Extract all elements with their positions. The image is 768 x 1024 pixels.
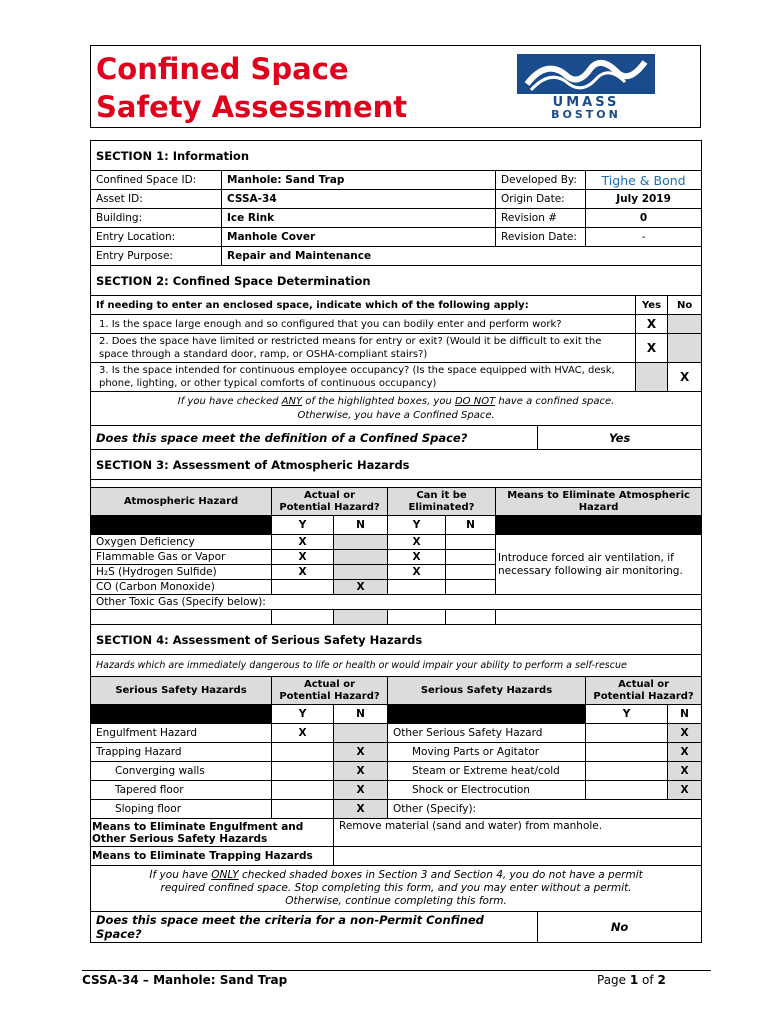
s3-means-other[interactable]	[496, 610, 702, 625]
s4-black-bar	[388, 705, 586, 724]
s3-actual-n[interactable]: X	[334, 580, 388, 595]
umass-logo-icon	[517, 54, 655, 120]
s3-black-bar	[91, 516, 272, 535]
s2-no-header: No	[668, 296, 702, 315]
s2-note-line2: Otherwise, you have a Confined Space.	[297, 409, 495, 421]
s1-value2: Tighe & Bond	[586, 171, 702, 190]
s4-right-hazard: Moving Parts or Agitator	[388, 743, 586, 762]
s4-left-y[interactable]	[272, 781, 334, 800]
section3-title: SECTION 3: Assessment of Atmospheric Hazards	[91, 450, 702, 480]
s3-hazard-header: Atmospheric Hazard	[91, 488, 272, 516]
s4-actual-header: Actual or Potential Hazard?	[272, 677, 388, 705]
s2-meet-answer[interactable]: Yes	[538, 426, 702, 450]
s4-y: Y	[272, 705, 334, 724]
s3-elim-n[interactable]	[446, 580, 496, 595]
s4-left-header: Serious Safety Hazards	[91, 677, 272, 705]
s4-means-engulf-value[interactable]: Remove material (sand and water) from manhole.	[334, 819, 702, 847]
s3-elim-y[interactable]: X	[388, 535, 446, 550]
s3-black-bar	[496, 516, 702, 535]
s1-value: Ice Rink	[222, 209, 496, 228]
s1-value: Repair and Maintenance	[222, 247, 702, 266]
footer-divider	[82, 970, 711, 971]
s3-actual-n[interactable]	[334, 535, 388, 550]
s3-elim-n[interactable]	[446, 610, 496, 625]
s2-meet-question: Does this space meet the definition of a Confined Space?	[91, 426, 538, 450]
s4-right-header: Serious Safety Hazards	[388, 677, 586, 705]
s2-note-donot: DO NOT	[454, 395, 496, 407]
s3-hazard-name: CO (Carbon Monoxide)	[91, 580, 272, 595]
s1-label: Building:	[91, 209, 222, 228]
s2-note	[91, 392, 702, 426]
footer-page-total: 2	[657, 973, 666, 987]
s2-yes-checkbox[interactable]: X	[636, 334, 668, 363]
s3-actual-n[interactable]	[334, 610, 388, 625]
s4-note-b: checked shaded boxes in Section 3 and Section 4, you do not have a permit required confined space. Stop completing this form, and you may enter without a permit.	[160, 869, 643, 894]
s4-left-y[interactable]: X	[272, 724, 334, 743]
form-title	[96, 50, 407, 126]
s1-value2: -	[586, 228, 702, 247]
s4-right-n[interactable]: X	[668, 743, 702, 762]
s2-note-a: If you have checked	[177, 395, 282, 407]
footer-page-word: Page	[597, 973, 630, 987]
s1-label: Asset ID:	[91, 190, 222, 209]
umass-boston-logo	[517, 54, 655, 120]
s4-actual-header-right: Actual or Potential Hazard?	[586, 677, 702, 705]
s2-no-checkbox[interactable]	[668, 315, 702, 334]
s4-meet-question: Does this space meet the criteria for a non-Permit Confined Space?	[91, 912, 538, 943]
s4-left-n[interactable]: X	[334, 781, 388, 800]
s4-left-hazard: Trapping Hazard	[91, 743, 272, 762]
s4-right-y[interactable]	[586, 743, 668, 762]
s3-n: N	[446, 516, 496, 535]
form-title-line2: Safety Assessment	[96, 90, 408, 124]
s3-actual-y[interactable]	[272, 610, 334, 625]
s1-label2: Revision #	[496, 209, 586, 228]
s3-y: Y	[272, 516, 334, 535]
s2-yes-header: Yes	[636, 296, 668, 315]
s4-left-hazard: Sloping floor	[91, 800, 272, 819]
s4-note-line2: Otherwise, continue completing this form.	[285, 895, 507, 907]
s4-left-n[interactable]: X	[334, 762, 388, 781]
s4-right-n[interactable]: X	[668, 724, 702, 743]
s2-yes-checkbox[interactable]	[636, 363, 668, 392]
s3-other-toxic: Other Toxic Gas (Specify below):	[91, 595, 702, 610]
s4-right-y[interactable]	[586, 781, 668, 800]
footer-doc-id: CSSA-34 – Manhole: Sand Trap	[82, 973, 288, 987]
s4-right-hazard: Other (Specify):	[388, 800, 702, 819]
s3-elim-n[interactable]	[446, 565, 496, 580]
s4-right-y[interactable]	[586, 724, 668, 743]
s4-left-n[interactable]	[334, 724, 388, 743]
s3-y: Y	[388, 516, 446, 535]
s4-means-trap-label: Means to Eliminate Trapping Hazards	[91, 847, 334, 866]
s4-intro: Hazards which are immediately dangerous to life or health or would impair your ability to perform a self-rescue	[91, 655, 702, 677]
s4-left-y[interactable]	[272, 800, 334, 819]
s4-note-only: ONLY	[211, 869, 239, 881]
s4-right-hazard: Steam or Extreme heat/cold	[388, 762, 586, 781]
s3-other-input[interactable]	[91, 610, 272, 625]
s3-elim-y[interactable]	[388, 580, 446, 595]
s3-n: N	[334, 516, 388, 535]
s4-y: Y	[586, 705, 668, 724]
s2-question: 3. Is the space intended for continuous employee occupancy? (Is the space equipped with HVAC, desk, phone, lighting, or other typical comforts of continuous occupancy)	[91, 363, 636, 392]
s3-elim-n[interactable]	[446, 535, 496, 550]
s1-label: Confined Space ID:	[91, 171, 222, 190]
s3-elim-y[interactable]: X	[388, 565, 446, 580]
s3-spacer	[91, 480, 702, 488]
s4-right-hazard: Shock or Electrocution	[388, 781, 586, 800]
s3-elim-y[interactable]: X	[388, 550, 446, 565]
s4-right-n[interactable]: X	[668, 781, 702, 800]
s4-left-y[interactable]	[272, 743, 334, 762]
s2-note-b: of the highlighted boxes, you	[302, 395, 455, 407]
s3-hazard-name: H₂S (Hydrogen Sulfide)	[91, 565, 272, 580]
s2-yes-checkbox[interactable]: X	[636, 315, 668, 334]
s4-n: N	[334, 705, 388, 724]
s4-means-trap-value[interactable]	[334, 847, 702, 866]
s3-means-header: Means to Eliminate Atmospheric Hazard	[496, 488, 702, 516]
footer-page-num: 1	[629, 973, 639, 987]
logo-text-2: BOSTON	[551, 108, 621, 120]
s3-hazard-name: Oxygen Deficiency	[91, 535, 272, 550]
s3-actual-header: Actual or Potential Hazard?	[272, 488, 388, 516]
s4-right-hazard: Other Serious Safety Hazard	[388, 724, 586, 743]
s4-meet-answer[interactable]: No	[538, 912, 702, 943]
s4-right-y[interactable]	[586, 762, 668, 781]
s3-actual-n[interactable]	[334, 550, 388, 565]
s4-note	[91, 866, 702, 912]
s3-actual-y[interactable]	[272, 580, 334, 595]
section1-title: SECTION 1: Information	[91, 141, 702, 171]
s3-means-value: Introduce forced air ventilation, if necessary following air monitoring.	[496, 535, 702, 595]
s3-elim-header: Can it be Eliminated?	[388, 488, 496, 516]
s4-left-hazard: Engulfment Hazard	[91, 724, 272, 743]
s1-value: Manhole: Sand Trap	[222, 171, 496, 190]
s3-hazard-name: Flammable Gas or Vapor	[91, 550, 272, 565]
s2-question: 1. Is the space large enough and so configured that you can bodily enter and perform work?	[91, 315, 636, 334]
s3-elim-n[interactable]	[446, 550, 496, 565]
s1-label: Entry Purpose:	[91, 247, 222, 266]
s4-means-engulf-label: Means to Eliminate Engulfment and Other Serious Safety Hazards	[91, 819, 334, 847]
s3-elim-y[interactable]	[388, 610, 446, 625]
footer-page-number	[597, 973, 666, 987]
s1-label: Entry Location:	[91, 228, 222, 247]
s4-n: N	[668, 705, 702, 724]
form-title-line1: Confined Space	[96, 52, 349, 86]
logo-text-1: UMASS	[552, 95, 620, 110]
s4-black-bar	[91, 705, 272, 724]
assessment-form	[90, 140, 702, 943]
section2-title: SECTION 2: Confined Space Determination	[91, 266, 702, 296]
s1-label2: Origin Date:	[496, 190, 586, 209]
s4-left-n[interactable]: X	[334, 800, 388, 819]
s1-label2: Developed By:	[496, 171, 586, 190]
s2-no-checkbox[interactable]: X	[668, 363, 702, 392]
s2-no-checkbox[interactable]	[668, 334, 702, 363]
s4-left-hazard: Tapered floor	[91, 781, 272, 800]
s2-note-c: have a confined space.	[495, 395, 615, 407]
s3-actual-y[interactable]: X	[272, 550, 334, 565]
s4-right-n[interactable]: X	[668, 762, 702, 781]
s4-left-y[interactable]	[272, 762, 334, 781]
s2-question-header: If needing to enter an enclosed space, indicate which of the following apply:	[91, 296, 636, 315]
s3-actual-n[interactable]	[334, 565, 388, 580]
s2-note-any: ANY	[281, 395, 303, 407]
s3-actual-y[interactable]: X	[272, 565, 334, 580]
s1-value: CSSA-34	[222, 190, 496, 209]
s4-left-hazard: Converging walls	[91, 762, 272, 781]
s1-value: Manhole Cover	[222, 228, 496, 247]
section4-title: SECTION 4: Assessment of Serious Safety Hazards	[91, 625, 702, 655]
footer-of-word: of	[638, 973, 658, 987]
s1-value2: July 2019	[586, 190, 702, 209]
s3-actual-y[interactable]: X	[272, 535, 334, 550]
s4-note-a: If you have	[149, 869, 212, 881]
s1-value2: 0	[586, 209, 702, 228]
s2-question: 2. Does the space have limited or restricted means for entry or exit? (Would it be difficult to exit the space through a standard door, ramp, or OSHA-compliant stairs?)	[91, 334, 636, 363]
s1-label2: Revision Date:	[496, 228, 586, 247]
s4-left-n[interactable]: X	[334, 743, 388, 762]
